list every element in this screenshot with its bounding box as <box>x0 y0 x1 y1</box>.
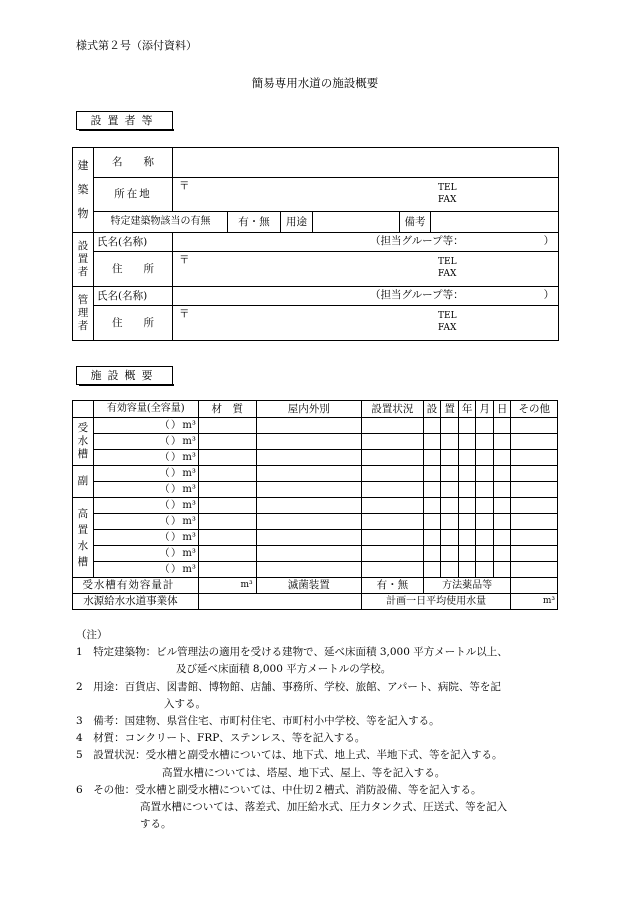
sterilizer-yes-no[interactable]: 有・無 <box>361 578 423 594</box>
manager-name-label: 氏名(名称) <box>94 287 173 306</box>
table-cell[interactable] <box>458 498 476 514</box>
table-cell[interactable] <box>511 562 558 578</box>
installer-address-field[interactable] <box>173 252 559 287</box>
table-cell[interactable] <box>361 434 423 450</box>
table-cell[interactable] <box>423 514 441 530</box>
manager-group-label: 管理者 <box>73 287 94 341</box>
table-cell[interactable] <box>441 498 459 514</box>
table-cell[interactable] <box>476 530 494 546</box>
note-2: 2 用途：百貨店、図書館、博物館、店舗、事務所、学校、旅館、アパート、病院、等を記 <box>76 680 501 693</box>
table-cell[interactable] <box>441 418 459 434</box>
capacity-cell[interactable]: （ ） m³ <box>93 418 198 434</box>
header-other: その他 <box>511 401 558 418</box>
table-cell[interactable] <box>511 466 558 482</box>
note-6-cont2: する。 <box>140 818 172 831</box>
table-cell[interactable] <box>423 498 441 514</box>
note-1: 1 特定建築物：ビル管理法の適用を受ける建物で、延べ床面積 3,000 平方メートル以上、 <box>76 646 508 659</box>
table-cell[interactable] <box>511 514 558 530</box>
document-title: 簡易専用水道の施設概要 <box>251 76 379 90</box>
installer-group-label: 設置者 <box>73 233 94 287</box>
table-cell[interactable] <box>198 450 256 466</box>
water-source-label: 水源給水水道事業体 <box>73 594 199 610</box>
note-1-cont: 及び延べ床面積 8,000 平方メートルの学校。 <box>176 663 392 676</box>
fax-label: FAX <box>438 323 457 333</box>
table-cell[interactable] <box>361 482 423 498</box>
table-cell[interactable] <box>476 546 494 562</box>
table-cell[interactable] <box>361 530 423 546</box>
header-year-1: 設 <box>423 401 441 418</box>
table-cell[interactable] <box>198 562 256 578</box>
installer-name-label: 氏名(名称) <box>94 233 173 252</box>
remarks-field[interactable] <box>431 212 559 233</box>
table-cell[interactable] <box>256 546 361 562</box>
table-cell[interactable] <box>493 530 511 546</box>
table-cell[interactable] <box>458 530 476 546</box>
table-cell[interactable] <box>256 482 361 498</box>
table-cell[interactable] <box>423 466 441 482</box>
contact-group-label: （担当グループ等： <box>370 235 464 247</box>
method-label: 方法薬品等 <box>423 578 511 594</box>
receiving-tank-label: 受水槽 <box>73 418 94 466</box>
table-cell[interactable] <box>458 466 476 482</box>
table-cell[interactable] <box>511 498 558 514</box>
sterilizer-label: 滅菌装置 <box>256 578 361 594</box>
table-cell[interactable] <box>493 562 511 578</box>
contact-close-paren: ） <box>543 289 555 301</box>
tel-label: TEL <box>438 183 457 193</box>
note-6: 6 その他：受水槽と副受水槽については、中仕切２槽式、消防設備、等を記入する。 <box>76 783 482 796</box>
facility-table <box>72 400 558 610</box>
table-cell[interactable] <box>441 562 459 578</box>
table-cell[interactable] <box>361 418 423 434</box>
header-indoor-outdoor: 屋内外別 <box>256 401 361 418</box>
water-source-field[interactable] <box>198 594 361 610</box>
table-cell[interactable] <box>493 418 511 434</box>
capacity-cell[interactable]: （ ） m³ <box>93 514 198 530</box>
table-cell[interactable] <box>493 498 511 514</box>
table-cell[interactable] <box>458 434 476 450</box>
table-cell[interactable] <box>441 514 459 530</box>
table-cell[interactable] <box>423 418 441 434</box>
note-4: 4 材質：コンクリート、FRP、ステンレス、等を記入する。 <box>76 732 366 745</box>
postal-mark: 〒 <box>179 308 190 320</box>
header-year-3: 年 <box>458 401 476 418</box>
table-cell[interactable] <box>441 466 459 482</box>
form-number: 様式第２号（添付資料） <box>76 39 197 52</box>
address-label: 所在地 <box>94 178 173 212</box>
table-cell[interactable] <box>256 530 361 546</box>
table-cell[interactable] <box>441 434 459 450</box>
table-cell[interactable] <box>198 546 256 562</box>
table-cell[interactable] <box>493 546 511 562</box>
use-label: 用途 <box>281 212 313 233</box>
postal-mark: 〒 <box>179 180 190 192</box>
table-cell[interactable] <box>476 434 494 450</box>
capacity-cell[interactable]: （ ） m³ <box>93 546 198 562</box>
table-cell[interactable] <box>493 434 511 450</box>
table-cell[interactable] <box>256 418 361 434</box>
note-5: 5 設置状況：受水槽と副受水槽については、地下式、地上式、半地下式、等を記入する。 <box>76 749 503 762</box>
table-cell[interactable] <box>493 482 511 498</box>
table-cell[interactable] <box>423 434 441 450</box>
table-cell[interactable] <box>198 498 256 514</box>
daily-usage-label: 計画一日平均使用水量 <box>361 594 511 610</box>
tel-label: TEL <box>438 257 457 267</box>
note-6-cont: 高置水槽については、落差式、加圧給水式、圧力タンク式、圧送式、等を記入 <box>140 801 508 814</box>
table-cell[interactable] <box>423 546 441 562</box>
installer-table <box>72 147 559 341</box>
table-cell[interactable] <box>476 450 494 466</box>
table-cell[interactable] <box>476 418 494 434</box>
table-cell[interactable] <box>511 434 558 450</box>
table-cell[interactable] <box>198 466 256 482</box>
installer-residence-label: 住 所 <box>94 252 173 287</box>
note-2-cont: 入する。 <box>164 697 206 710</box>
building-group-label: 建築物 <box>73 148 94 233</box>
table-cell[interactable] <box>423 530 441 546</box>
table-cell[interactable] <box>476 514 494 530</box>
table-cell[interactable] <box>256 434 361 450</box>
capacity-cell[interactable]: （ ） m³ <box>93 466 198 482</box>
capacity-cell[interactable]: （ ） m³ <box>93 434 198 450</box>
capacity-cell[interactable]: （ ） m³ <box>93 450 198 466</box>
capacity-cell[interactable]: （ ） m³ <box>93 498 198 514</box>
table-cell[interactable] <box>198 434 256 450</box>
table-cell[interactable] <box>458 482 476 498</box>
table-cell[interactable] <box>476 466 494 482</box>
header-blank <box>73 401 94 418</box>
contact-group-label: （担当グループ等： <box>370 289 464 301</box>
capacity-cell[interactable]: （ ） m³ <box>93 530 198 546</box>
name-label: 名 称 <box>94 148 173 178</box>
table-cell[interactable] <box>361 450 423 466</box>
table-cell[interactable] <box>256 466 361 482</box>
table-cell[interactable] <box>361 546 423 562</box>
notes-header: （注） <box>76 629 108 641</box>
table-cell[interactable] <box>198 530 256 546</box>
contact-close-paren: ） <box>543 235 555 247</box>
table-cell[interactable] <box>458 450 476 466</box>
table-cell[interactable] <box>256 562 361 578</box>
tel-label: TEL <box>438 311 457 321</box>
building-name-field[interactable] <box>173 148 559 178</box>
use-field[interactable] <box>313 212 400 233</box>
table-cell[interactable] <box>476 562 494 578</box>
table-cell[interactable] <box>441 482 459 498</box>
table-cell[interactable] <box>458 562 476 578</box>
method-field[interactable] <box>511 578 558 594</box>
header-day: 日 <box>493 401 511 418</box>
fax-label: FAX <box>438 195 457 205</box>
special-building-label: 特定建築物該当の有無 <box>94 212 228 233</box>
sub-tank-label: 副 <box>73 466 94 498</box>
daily-usage-unit[interactable]: m³ <box>511 594 558 610</box>
header-capacity: 有効容量(全容量) <box>93 401 198 418</box>
table-cell[interactable] <box>256 450 361 466</box>
table-cell[interactable] <box>476 498 494 514</box>
elevated-tank-label: 高置水槽 <box>73 498 94 578</box>
fax-label: FAX <box>438 269 457 279</box>
postal-mark: 〒 <box>179 254 190 266</box>
table-cell[interactable] <box>361 466 423 482</box>
manager-address-field[interactable] <box>173 306 559 341</box>
table-cell[interactable] <box>361 562 423 578</box>
total-capacity-label: 受水槽有効容量計 <box>73 578 199 594</box>
table-cell[interactable] <box>441 450 459 466</box>
building-address-field[interactable] <box>173 178 559 212</box>
table-cell[interactable] <box>423 482 441 498</box>
table-cell[interactable] <box>441 530 459 546</box>
table-cell[interactable] <box>361 514 423 530</box>
note-3: 3 備考：国建物、県営住宅、市町村住宅、市町村小中学校、等を記入する。 <box>76 715 440 728</box>
capacity-cell[interactable]: （ ） m³ <box>93 562 198 578</box>
table-cell[interactable] <box>198 418 256 434</box>
header-material: 材 質 <box>198 401 256 418</box>
manager-name-field[interactable] <box>173 287 559 306</box>
notes-section <box>76 627 576 833</box>
table-cell[interactable] <box>256 498 361 514</box>
table-cell[interactable] <box>511 482 558 498</box>
table-cell[interactable] <box>423 450 441 466</box>
table-cell[interactable] <box>493 466 511 482</box>
table-cell[interactable] <box>458 546 476 562</box>
manager-residence-label: 住 所 <box>94 306 173 341</box>
table-cell[interactable] <box>458 418 476 434</box>
table-cell[interactable] <box>198 514 256 530</box>
capacity-cell[interactable]: （ ） m³ <box>93 482 198 498</box>
table-cell[interactable] <box>511 450 558 466</box>
note-5-cont: 高置水槽については、塔屋、地下式、屋上、等を記入する。 <box>162 766 446 779</box>
table-cell[interactable] <box>511 546 558 562</box>
table-cell[interactable] <box>511 530 558 546</box>
section-label-installer: 設置者等 <box>76 111 173 130</box>
table-cell[interactable] <box>458 514 476 530</box>
table-cell[interactable] <box>441 546 459 562</box>
special-building-yes-no[interactable]: 有・無 <box>228 212 281 233</box>
header-install-status: 設置状況 <box>361 401 423 418</box>
table-cell[interactable] <box>493 450 511 466</box>
table-cell[interactable] <box>198 482 256 498</box>
table-cell[interactable] <box>423 562 441 578</box>
section-label-facility: 施設概要 <box>76 366 173 385</box>
total-capacity-unit[interactable]: m³ <box>198 578 256 594</box>
table-cell[interactable] <box>493 514 511 530</box>
table-cell[interactable] <box>361 498 423 514</box>
table-cell[interactable] <box>511 418 558 434</box>
header-month: 月 <box>476 401 494 418</box>
installer-name-field[interactable] <box>173 233 559 252</box>
remarks-label: 備考 <box>400 212 431 233</box>
table-cell[interactable] <box>476 482 494 498</box>
header-year-2: 置 <box>441 401 459 418</box>
table-cell[interactable] <box>256 514 361 530</box>
